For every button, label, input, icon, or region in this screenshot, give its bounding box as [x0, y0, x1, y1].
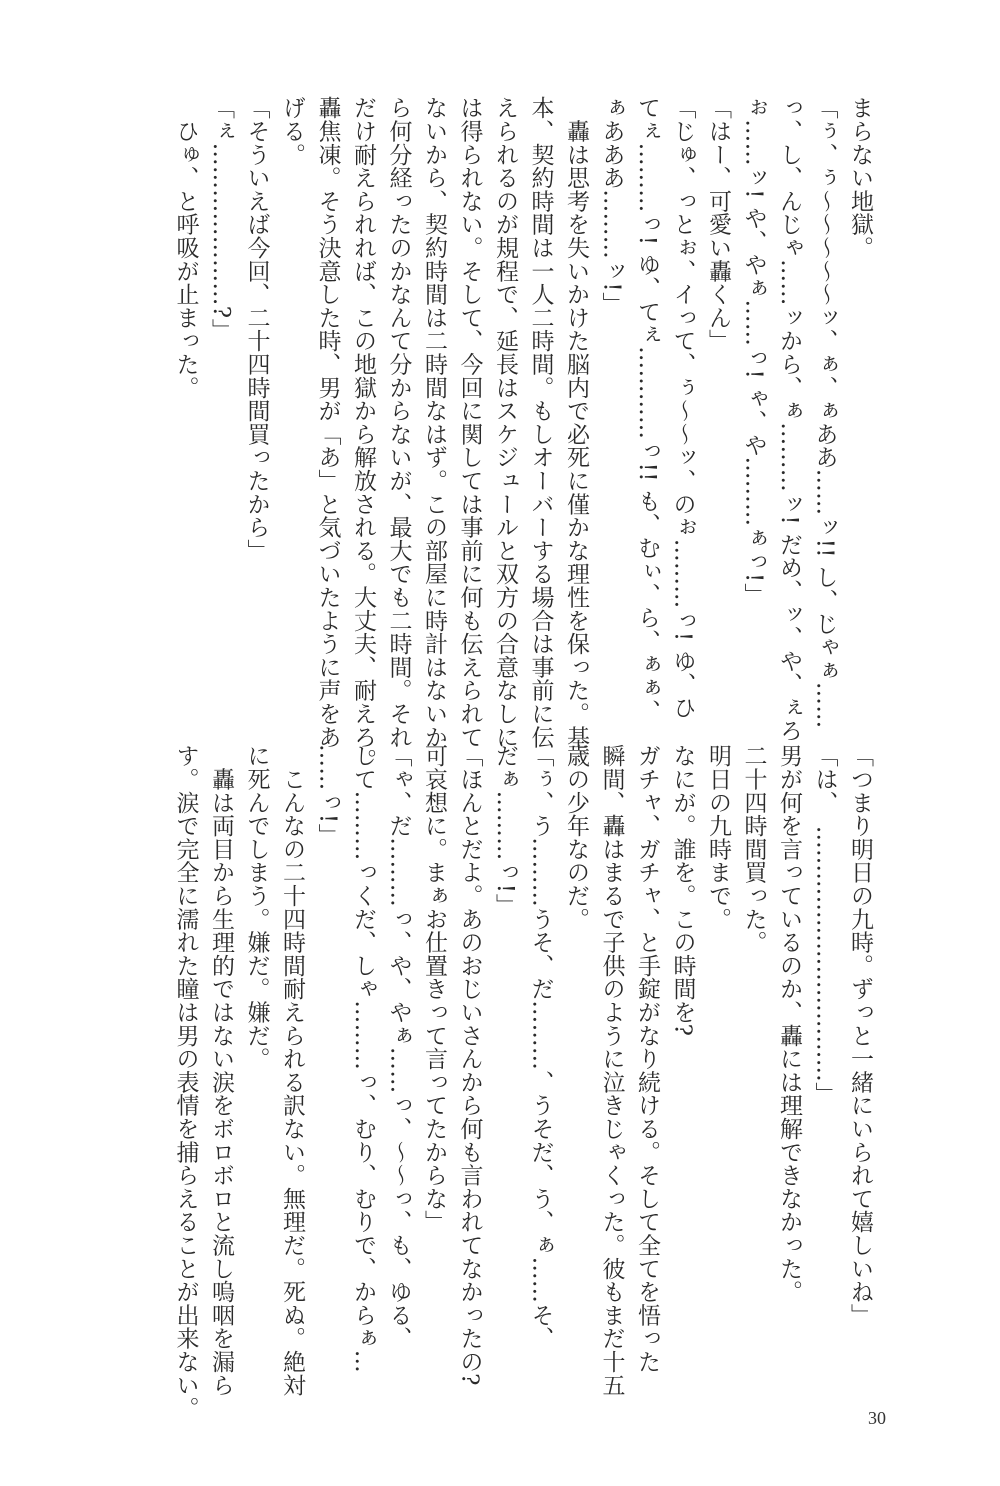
text-line: 「は、 ……………………………」 [811, 744, 838, 1106]
text-line: 「ぅ、う………うそ、だ………、うそだ、う、ぁ……そ、 [527, 744, 554, 1350]
text-line: 「そういえば今回、二十四時間買ったから」 [243, 96, 270, 562]
text-line: 明日の九時まで。 [705, 744, 731, 931]
text-line: だぁ………っ!」 [492, 744, 518, 917]
text-line: 「ゃ、だ………っ、や、やぁ……っ、〜〜っ、も、ゆる、 [385, 744, 412, 1350]
page-number: 30 [868, 1408, 886, 1428]
text-line: に死んでしまう。嫌だ。嫌だ。 [243, 744, 270, 1071]
text-line: 「ぅ、ぅ〜〜〜〜〜ッ、ぁ、ぁああ……ッ!! し、じゃぁ…… [811, 96, 838, 729]
text-line: 「つまり明日の九時。ずっと一緒にいられて嬉しいね」 [847, 744, 873, 1327]
text-line: っ、し、んじゃ……ッから、ぁ………ッ! だめ、ッ、や、ぇろ [776, 96, 802, 743]
text-line: 「はー、可愛い轟くん」 [705, 96, 731, 353]
text-line: 「ぇ…………………?」 [208, 96, 234, 342]
text-line: げる。 [279, 96, 305, 166]
text-line: 瞬間、轟はまるで子供のように泣きじゃくった。彼もまだ十五 [598, 744, 625, 1397]
text-block-top [165, 96, 877, 772]
text-line: てぇ………っ! ゆ、てぇ…………っ!! も、むぃ、ら、ぁぁ、 [634, 96, 660, 723]
text-line: まらない地獄。 [847, 96, 873, 260]
text-line: ……っ!」 [314, 744, 341, 847]
text-block-bottom [165, 744, 877, 1420]
text-line: 「ほんとだよ。あのおじいさんから何も言われてなかったの? [456, 744, 483, 1386]
text-line: なにが。誰を。この時間を? [669, 744, 696, 1037]
text-line: ないから、契約時間は二時間なはず。この部屋に時計はないか [421, 96, 447, 749]
text-line: ガチャ、ガチャ、と手錠がなり続ける。そして全てを悟った [634, 744, 660, 1374]
text-line: こんなの二十四時間耐えられる訳ない。無理だ。死ぬ。絶対 [279, 744, 305, 1397]
text-line: 轟は両目から生理的ではない涙をボロボロと流し嗚咽を漏ら [208, 744, 234, 1397]
text-line: 本、契約時間は一人二時間。もしオーバーする場合は事前に伝 [527, 96, 554, 749]
text-line: ぉ……ッ! や、やぁ……っ! ゃ、や………ぁっ!」 [740, 96, 767, 606]
text-line: 歳の少年なのだ。 [563, 744, 589, 931]
text-line: 轟は思考を失いかけた脳内で必死に僅かな理性を保った。基 [563, 96, 589, 749]
text-line: して………っくだ、しゃ………っ、むり、むりで、からぁ… [350, 744, 376, 1374]
text-line: は得られない。そして、今回に関しては事前に何も伝えられて [456, 96, 483, 749]
text-line: だけ耐えられれば、この地獄から解放される。大丈夫、耐えろ。 [350, 96, 376, 772]
text-line: す。涙で完全に濡れた瞳は男の表情を捕らえることが出来ない。 [172, 744, 199, 1420]
text-line: 轟焦凍。そう決意した時、男が「あ」と気づいたように声をあ [314, 96, 341, 749]
text-line: 可哀想に。まぁお仕置きって言ってたからな」 [421, 744, 447, 1234]
text-line: 「じゅ、っとぉ、イって、ぅ〜〜ッ、のぉ………っ! ゆ、ひ [669, 96, 696, 719]
text-line: ひゅ、と呼吸が止まった。 [172, 96, 199, 399]
text-line: ぁあああ………ッ!」 [598, 96, 625, 316]
text-line: ら何分経ったのかなんて分からないが、最大でも二時間。それ [385, 96, 412, 749]
text-line: えられるのが規程で、延長はスケジュールと双方の合意なしに [492, 96, 518, 749]
text-line: 二十四時間買った。 [740, 744, 767, 954]
text-line: 男が何を言っているのか、轟には理解できなかった。 [776, 744, 802, 1304]
